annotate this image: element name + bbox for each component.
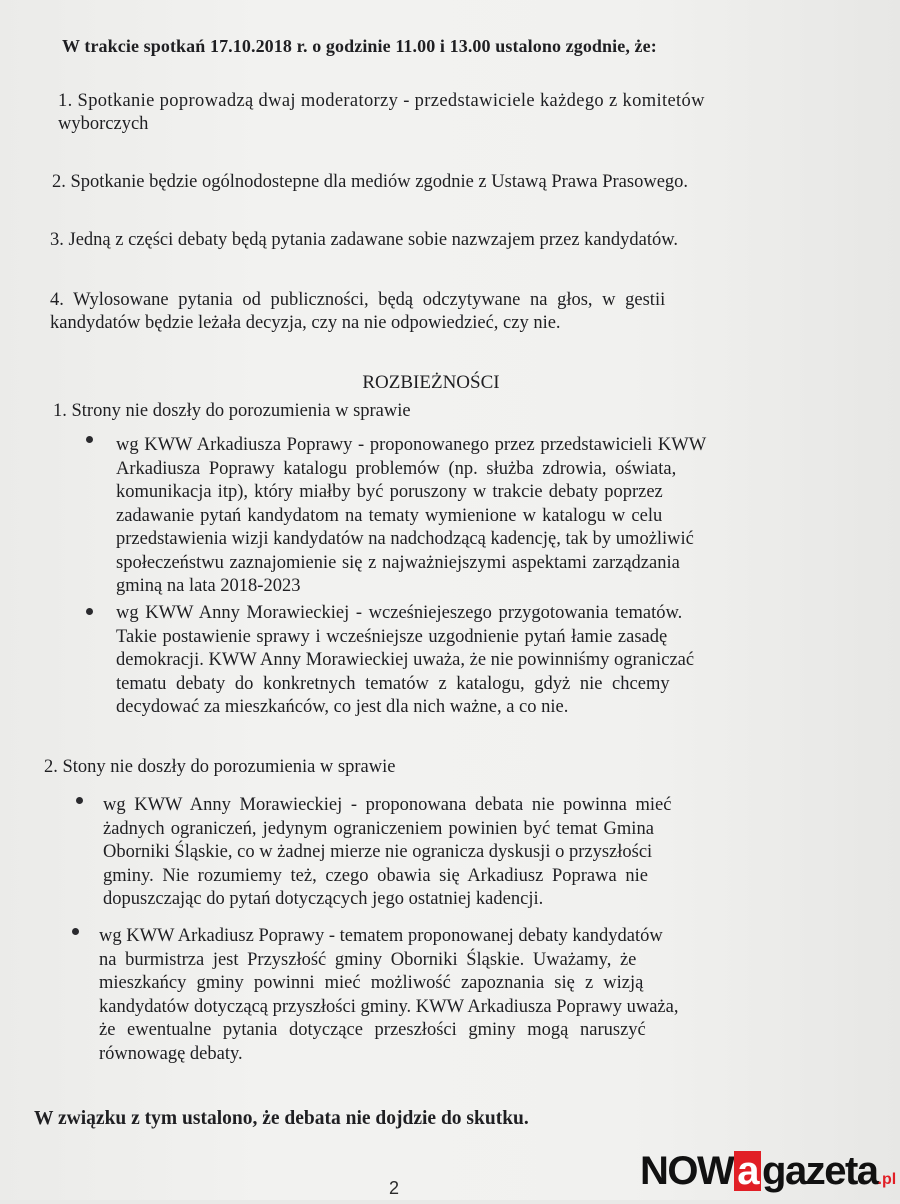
- disagreement-2-bullet-2: wg KWW Arkadiusz Poprawy - tematem proponowanej debaty kandydatów na burmistrza jest Przyszłość gminy Oborniki Śląskie. Uważamy, że mieszkańcy gminy powinni mieć możliwość zapoznania się z wizją kandydatów dotyczącą przyszłości gminy. KWW Arkadiusza Poprawy uważa, że ewentualne pytania dotyczące przeszłości gminy mogą naruszyć równowagę debaty.: [99, 926, 679, 1064]
- point-4-line-2: kandydatów będzie leżała decyzja, czy na nie odpowiedzieć, czy nie.: [50, 313, 561, 333]
- nowagazeta-logo[interactable]: NOW a gazeta.pl: [640, 1149, 897, 1193]
- point-2-line-1: 2. Spotkanie będzie ogólnodostepne dla mediów zgodnie z Ustawą Prawa Prasowego.: [52, 172, 689, 192]
- point-4-line-1: 4. Wylosowane pytania od publiczności, będą odczytywane na głos, w gestii: [50, 290, 666, 310]
- bullet-dot: [86, 436, 93, 443]
- bullet-dot: [86, 608, 93, 615]
- bullet-dot: [72, 928, 79, 935]
- point-1: [58, 90, 705, 136]
- point-3-line-1: 3. Jedną z części debaty będą pytania zadawane sobie nazwzajem przez kandydatów.: [50, 230, 679, 250]
- document-heading: W trakcie spotkań 17.10.2018 r. o godzinie 11.00 i 13.00 ustalono zgodnie, że:: [62, 36, 657, 56]
- page-number: 2: [389, 1178, 400, 1198]
- conclusion: W związku z tym ustalono, że debata nie dojdzie do skutku.: [34, 1108, 529, 1129]
- point-2: [52, 171, 688, 194]
- point-4: [50, 289, 665, 335]
- point-3: [50, 229, 678, 252]
- disagreement-1-bullet-1: wg KWW Arkadiusza Poprawy - proponowanego przez przedstawicieli KWW Arkadiusza Poprawy katalogu problemów (np. służba zdrowia, oświata, komunikacja itp), który miałby być poruszony w trakcie debaty poprzez zadawanie pytań kandydatom na tematy wymienione w katalogu w celu przedstawienia wizji kandydatów na nadchodzącą kadencję, tak by umożliwić społeczeństwu zaznajomienie się z najważniejszymi aspektami zarządzania gminą na lata 2018-2023: [116, 435, 707, 596]
- disagreement-1-bullet-2: wg KWW Anny Morawieckiej - wcześniejeszego przygotowania tematów. Takie postawienie sprawy i wcześniejsze uzgodnienie pytań łamie zasadę demokracji. KWW Anny Morawieckiej uważa, że nie powinniśmy ograniczać tematu debaty do konkretnych tematów z katalogu, gdyż nie chcemy decydować za mieszkańców, co jest dla nich ważne, a co nie.: [116, 603, 695, 717]
- disagreement-1-heading: 1. Strony nie doszły do porozumienia w sprawie: [53, 401, 411, 421]
- disagreement-2-bullet-1: wg KWW Anny Morawieckiej - proponowana debata nie powinna mieć żadnych ograniczeń, jedynym ograniczeniem powinien być temat Gmina Oborniki Śląskie, co w żadnej mierze nie ogranicza dyskusji o przyszłości gminy. Nie rozumiemy też, czego obawia się Arkadiusz Poprawa nie dopuszczając do pytań dotyczących jego ostatniej kadencji.: [103, 795, 672, 909]
- disagreement-2-heading: 2. Stony nie doszły do porozumienia w sprawie: [44, 757, 396, 777]
- point-1-line-1: 1. Spotkanie poprowadzą dwaj moderatorzy - przedstawiciele każdego z komitetów: [58, 91, 705, 111]
- section-title: ROZBIEŻNOŚCI: [362, 372, 500, 393]
- bullet-dot: [76, 797, 83, 804]
- point-1-line-2: wyborczych: [58, 114, 149, 134]
